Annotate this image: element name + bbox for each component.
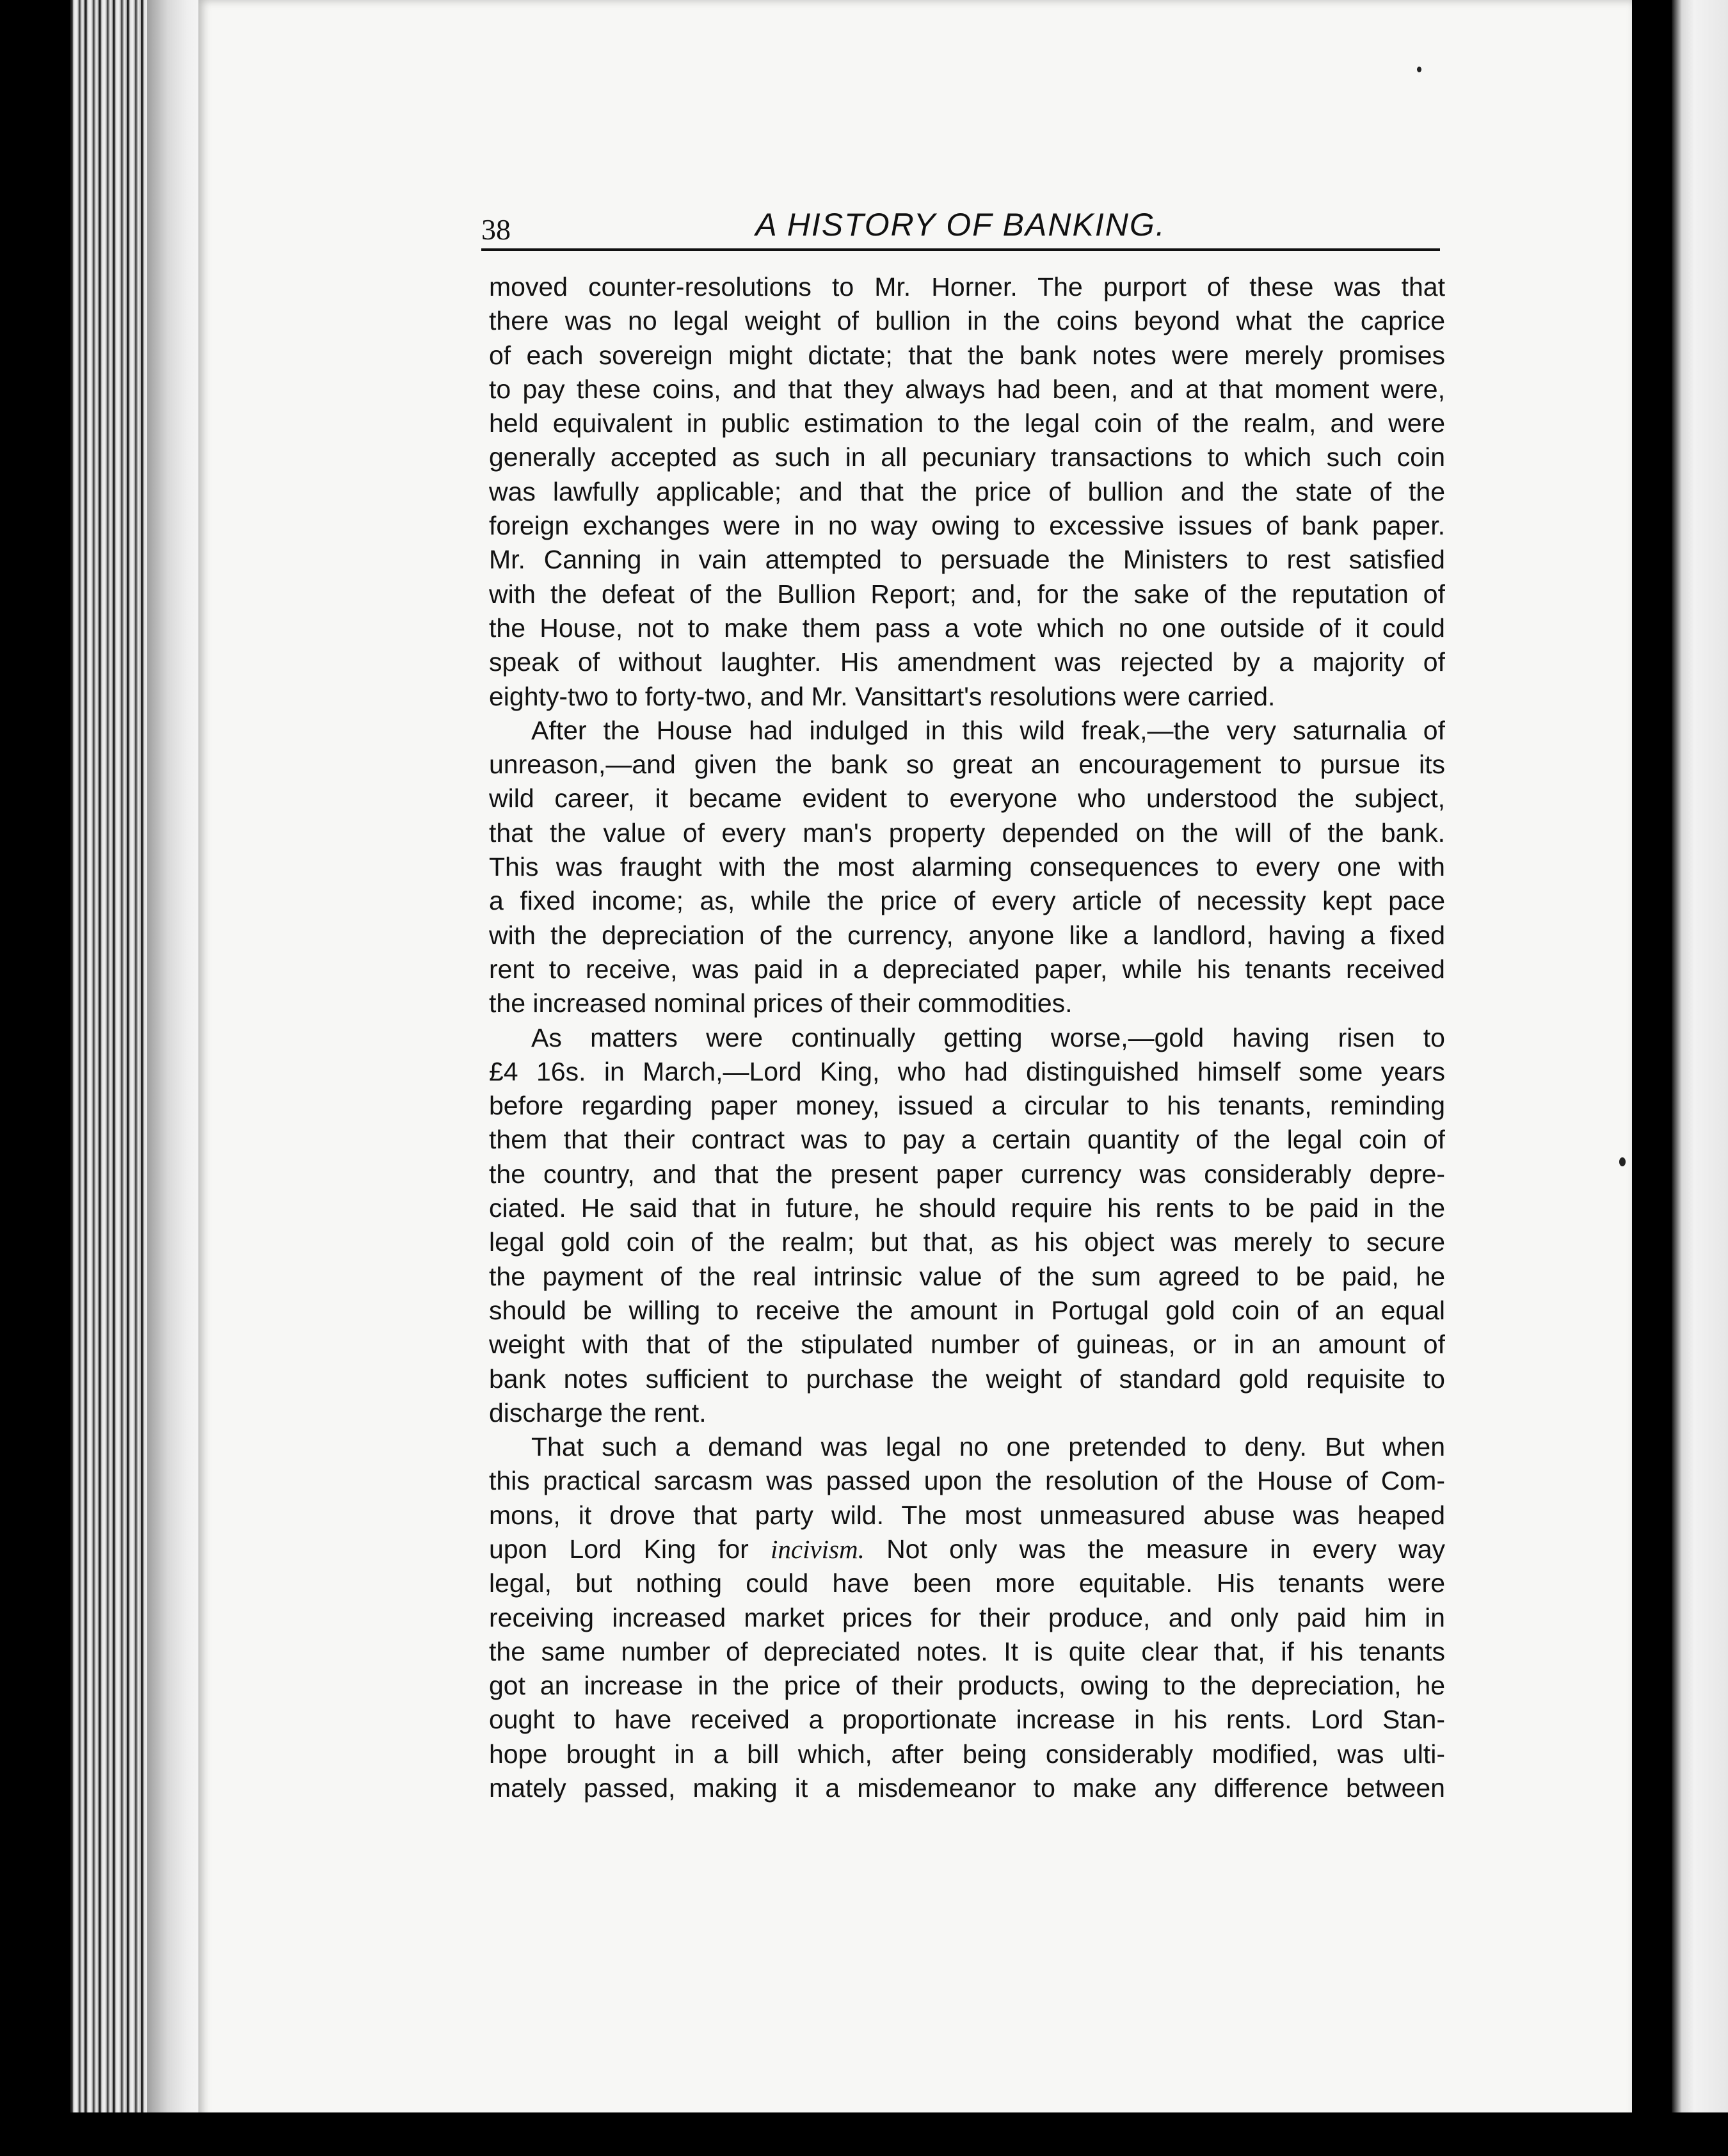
text-line: speak of without laughter. His amendment was rejected by a majority of <box>489 647 1445 677</box>
italic-word: incivism. <box>770 1534 865 1564</box>
header-rule <box>481 248 1440 251</box>
scan-speck <box>1619 1157 1626 1166</box>
text-line: As matters were continually getting worse,—gold having risen to <box>531 1022 1445 1052</box>
text-segment: upon Lord King for <box>489 1534 771 1564</box>
page-number: 38 <box>481 213 511 246</box>
text-line: a fixed income; as, while the price of every article of necessity kept pace <box>489 886 1445 916</box>
text-line: weight with that of the stipulated number of guineas, or in an amount of <box>489 1330 1445 1360</box>
text-line: unreason,—and given the bank so great an encouragement to pursue its <box>489 750 1445 780</box>
text-line: there was no legal weight of bullion in the coins beyond what the caprice <box>489 306 1445 336</box>
text-line: that the value of every man's property depended on the will of the bank. <box>489 817 1445 848</box>
text-line: before regarding paper money, issued a circular to his tenants, reminding <box>489 1091 1445 1121</box>
running-head <box>481 204 1440 251</box>
text-line: got an increase in the price of their products, owing to the depreciation, he <box>489 1671 1445 1701</box>
text-line: Mr. Canning in vain attempted to persuade the Ministers to rest satisfied <box>489 545 1445 575</box>
text-line: with the defeat of the Bullion Report; and, for the sake of the reputation of <box>489 579 1445 609</box>
text-line: the increased nominal prices of their commodities. <box>489 988 1073 1018</box>
running-title: A HISTORY OF BANKING. <box>755 207 1166 243</box>
text-line: to pay these coins, and that they always had been, and at that moment were, <box>489 374 1445 404</box>
text-line: the country, and that the present paper currency was considerably depre- <box>489 1159 1445 1189</box>
text-line: hope brought in a bill which, after being considerably modified, was ulti- <box>489 1739 1445 1769</box>
text-line: ciated. He said that in future, he should require his rents to be paid in the <box>489 1193 1445 1223</box>
bottom-scan-edge <box>0 2112 1728 2156</box>
text-line: held equivalent in public estimation to the legal coin of the realm, and were <box>489 408 1445 438</box>
text-line: bank notes sufficient to purchase the weight of standard gold requisite to <box>489 1364 1445 1394</box>
scan-speck <box>1417 67 1421 72</box>
text-line: legal gold coin of the realm; but that, as his object was merely to secure <box>489 1227 1445 1257</box>
text-line: mately passed, making it a misdemeanor to make any difference between <box>489 1773 1445 1803</box>
paragraph <box>489 270 1445 714</box>
text-line: of each sovereign might dictate; that the bank notes were merely promises <box>489 340 1445 370</box>
text-line: the payment of the real intrinsic value of the sum agreed to be paid, he <box>489 1261 1445 1291</box>
text-line: £4 16s. in March,—Lord King, who had distinguished himself some years <box>489 1056 1445 1086</box>
text-line: moved counter-resolutions to Mr. Horner. The purport of these was that <box>489 272 1445 302</box>
text-line: rent to receive, was paid in a depreciated paper, while his tenants received <box>489 954 1445 984</box>
text-line: eighty-two to forty-two, and Mr. Vansittart's resolutions were carried. <box>489 681 1276 711</box>
text-line: mons, it drove that party wild. The most unmeasured abuse was heaped <box>489 1500 1445 1530</box>
text-line: this practical sarcasm was passed upon the resolution of the House of Com- <box>489 1466 1445 1496</box>
body-text <box>489 270 1445 1805</box>
text-line: wild career, it became evident to everyone who understood the subject, <box>489 784 1445 814</box>
text-line: legal, but nothing could have been more equitable. His tenants were <box>489 1568 1445 1598</box>
text-segment: Not only was the measure in every way <box>864 1534 1445 1564</box>
paragraph <box>489 714 1445 1021</box>
text-line: should be willing to receive the amount in Portugal gold coin of an equal <box>489 1295 1445 1325</box>
text-line: them that their contract was to pay a certain quantity of the legal coin of <box>489 1125 1445 1155</box>
facing-page-sliver <box>1672 0 1728 2156</box>
text-line: After the House had indulged in this wild freak,—the very saturnalia of <box>531 715 1445 745</box>
text-line: was lawfully applicable; and that the price of bullion and the state of the <box>489 476 1445 506</box>
text-line: ought to have received a proportionate increase in his rents. Lord Stan- <box>489 1705 1445 1735</box>
paragraph <box>489 1021 1445 1431</box>
text-line: This was fraught with the most alarming consequences to every one with <box>489 852 1445 882</box>
text-line: the House, not to make them pass a vote which no one outside of it could <box>489 613 1445 643</box>
page-gutter <box>147 0 205 2125</box>
text-line: generally accepted as such in all pecuniary transactions to which such coin <box>489 442 1445 472</box>
paragraph <box>489 1430 1445 1805</box>
text-line: foreign exchanges were in no way owing to excessive issues of bank paper. <box>489 511 1445 541</box>
text-line: receiving increased market prices for their produce, and only paid him in <box>489 1602 1445 1632</box>
text-line: That such a demand was legal no one pretended to deny. But when <box>531 1432 1445 1462</box>
text-line-mixed <box>489 1533 1445 1566</box>
text-line: the same number of depreciated notes. It is quite clear that, if his tenants <box>489 1636 1445 1666</box>
text-line: with the depreciation of the currency, anyone like a landlord, having a fixed <box>489 920 1445 950</box>
text-line: discharge the rent. <box>489 1397 707 1428</box>
